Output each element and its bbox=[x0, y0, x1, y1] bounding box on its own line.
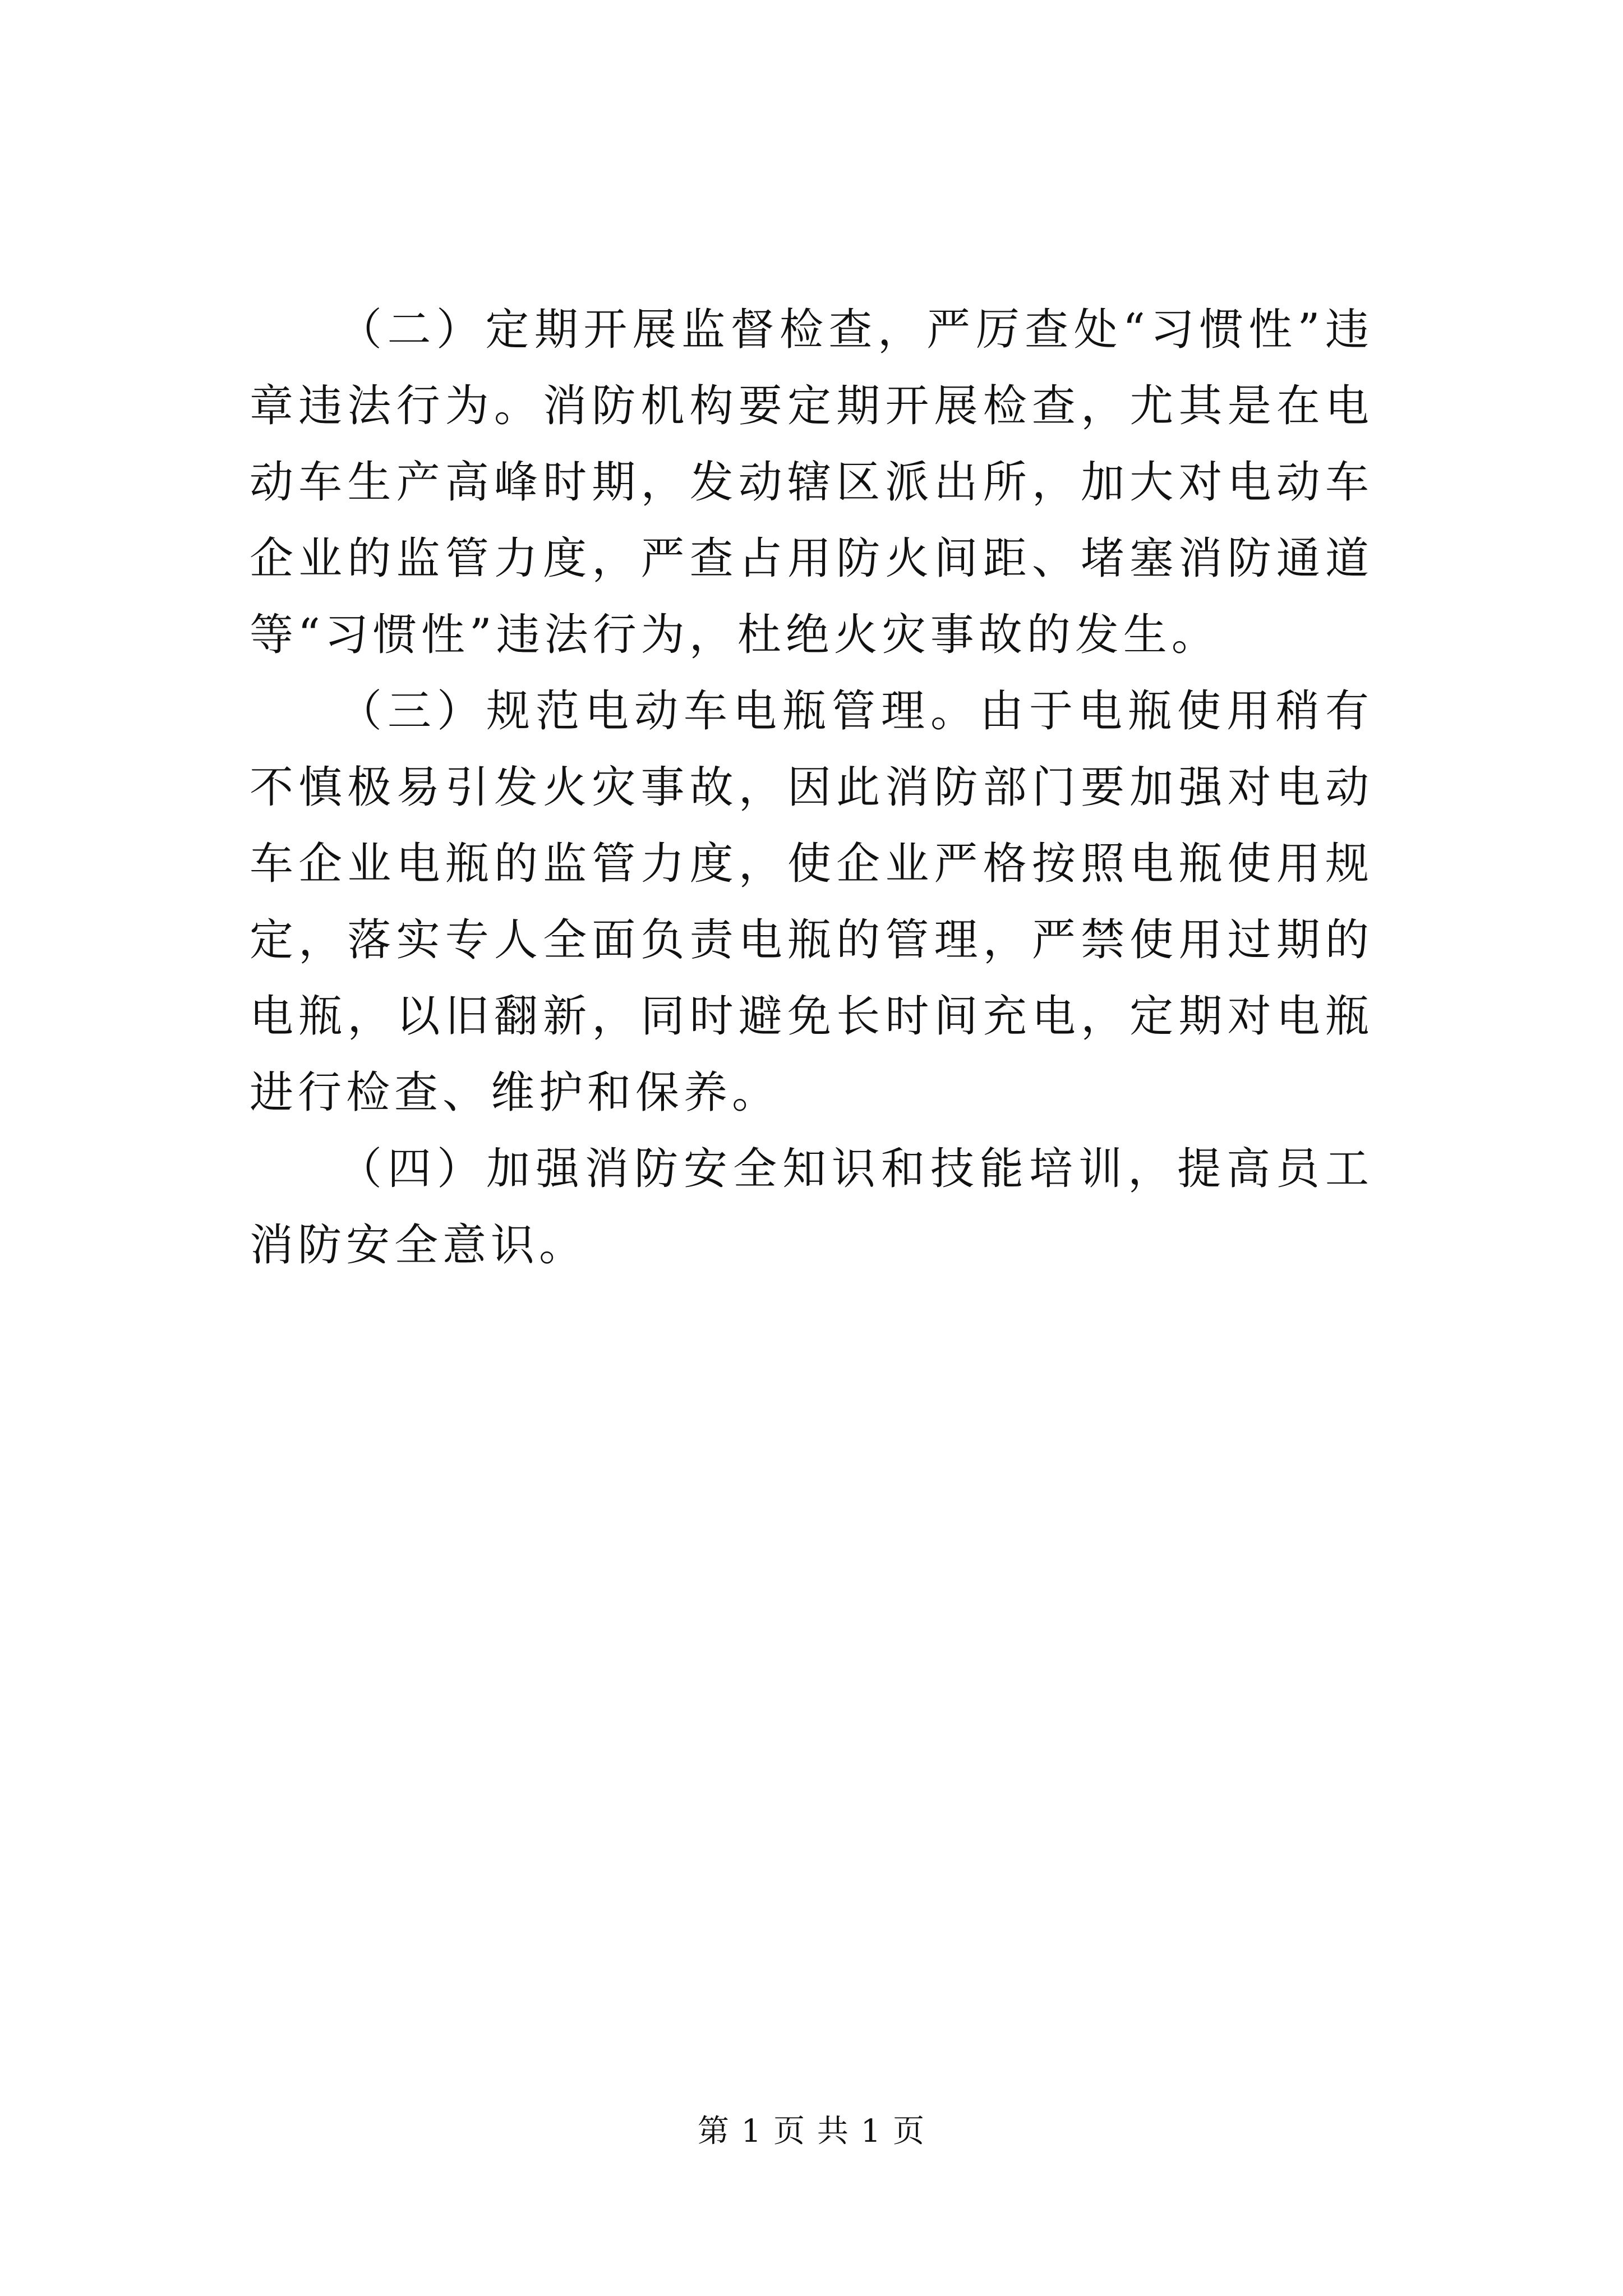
paragraph-training: （四）加强消防安全知识和技能培训，提高员工消防安全意识。 bbox=[250, 1144, 1373, 1271]
paragraph-battery-management: （三）规范电动车电瓶管理。由于电瓶使用稍有不慎极易引发火灾事故，因此消防部门要加强对电动车企业电瓶的监管力度，使企业严格按照电瓶使用规定，落实专人全面负责电瓶的管理，严禁使用过期的电瓶，以旧翻新，同时避免长时间充电，定期对电瓶进行检查、维护和保养。 bbox=[250, 686, 1373, 1118]
document-body bbox=[250, 292, 1373, 1283]
page-footer: 第 1 页 共 1 页 bbox=[697, 2113, 926, 2150]
paragraph-inspection: （二）定期开展监督检查，严厉查处“习惯性”违章违法行为。消防机构要定期开展检查，尤其是在电动车生产高峰时期，发动辖区派出所，加大对电动车企业的监管力度，严查占用防火间距、堵塞消防通道等“习惯性”违法行为，杜绝火灾事故的发生。 bbox=[250, 305, 1373, 660]
